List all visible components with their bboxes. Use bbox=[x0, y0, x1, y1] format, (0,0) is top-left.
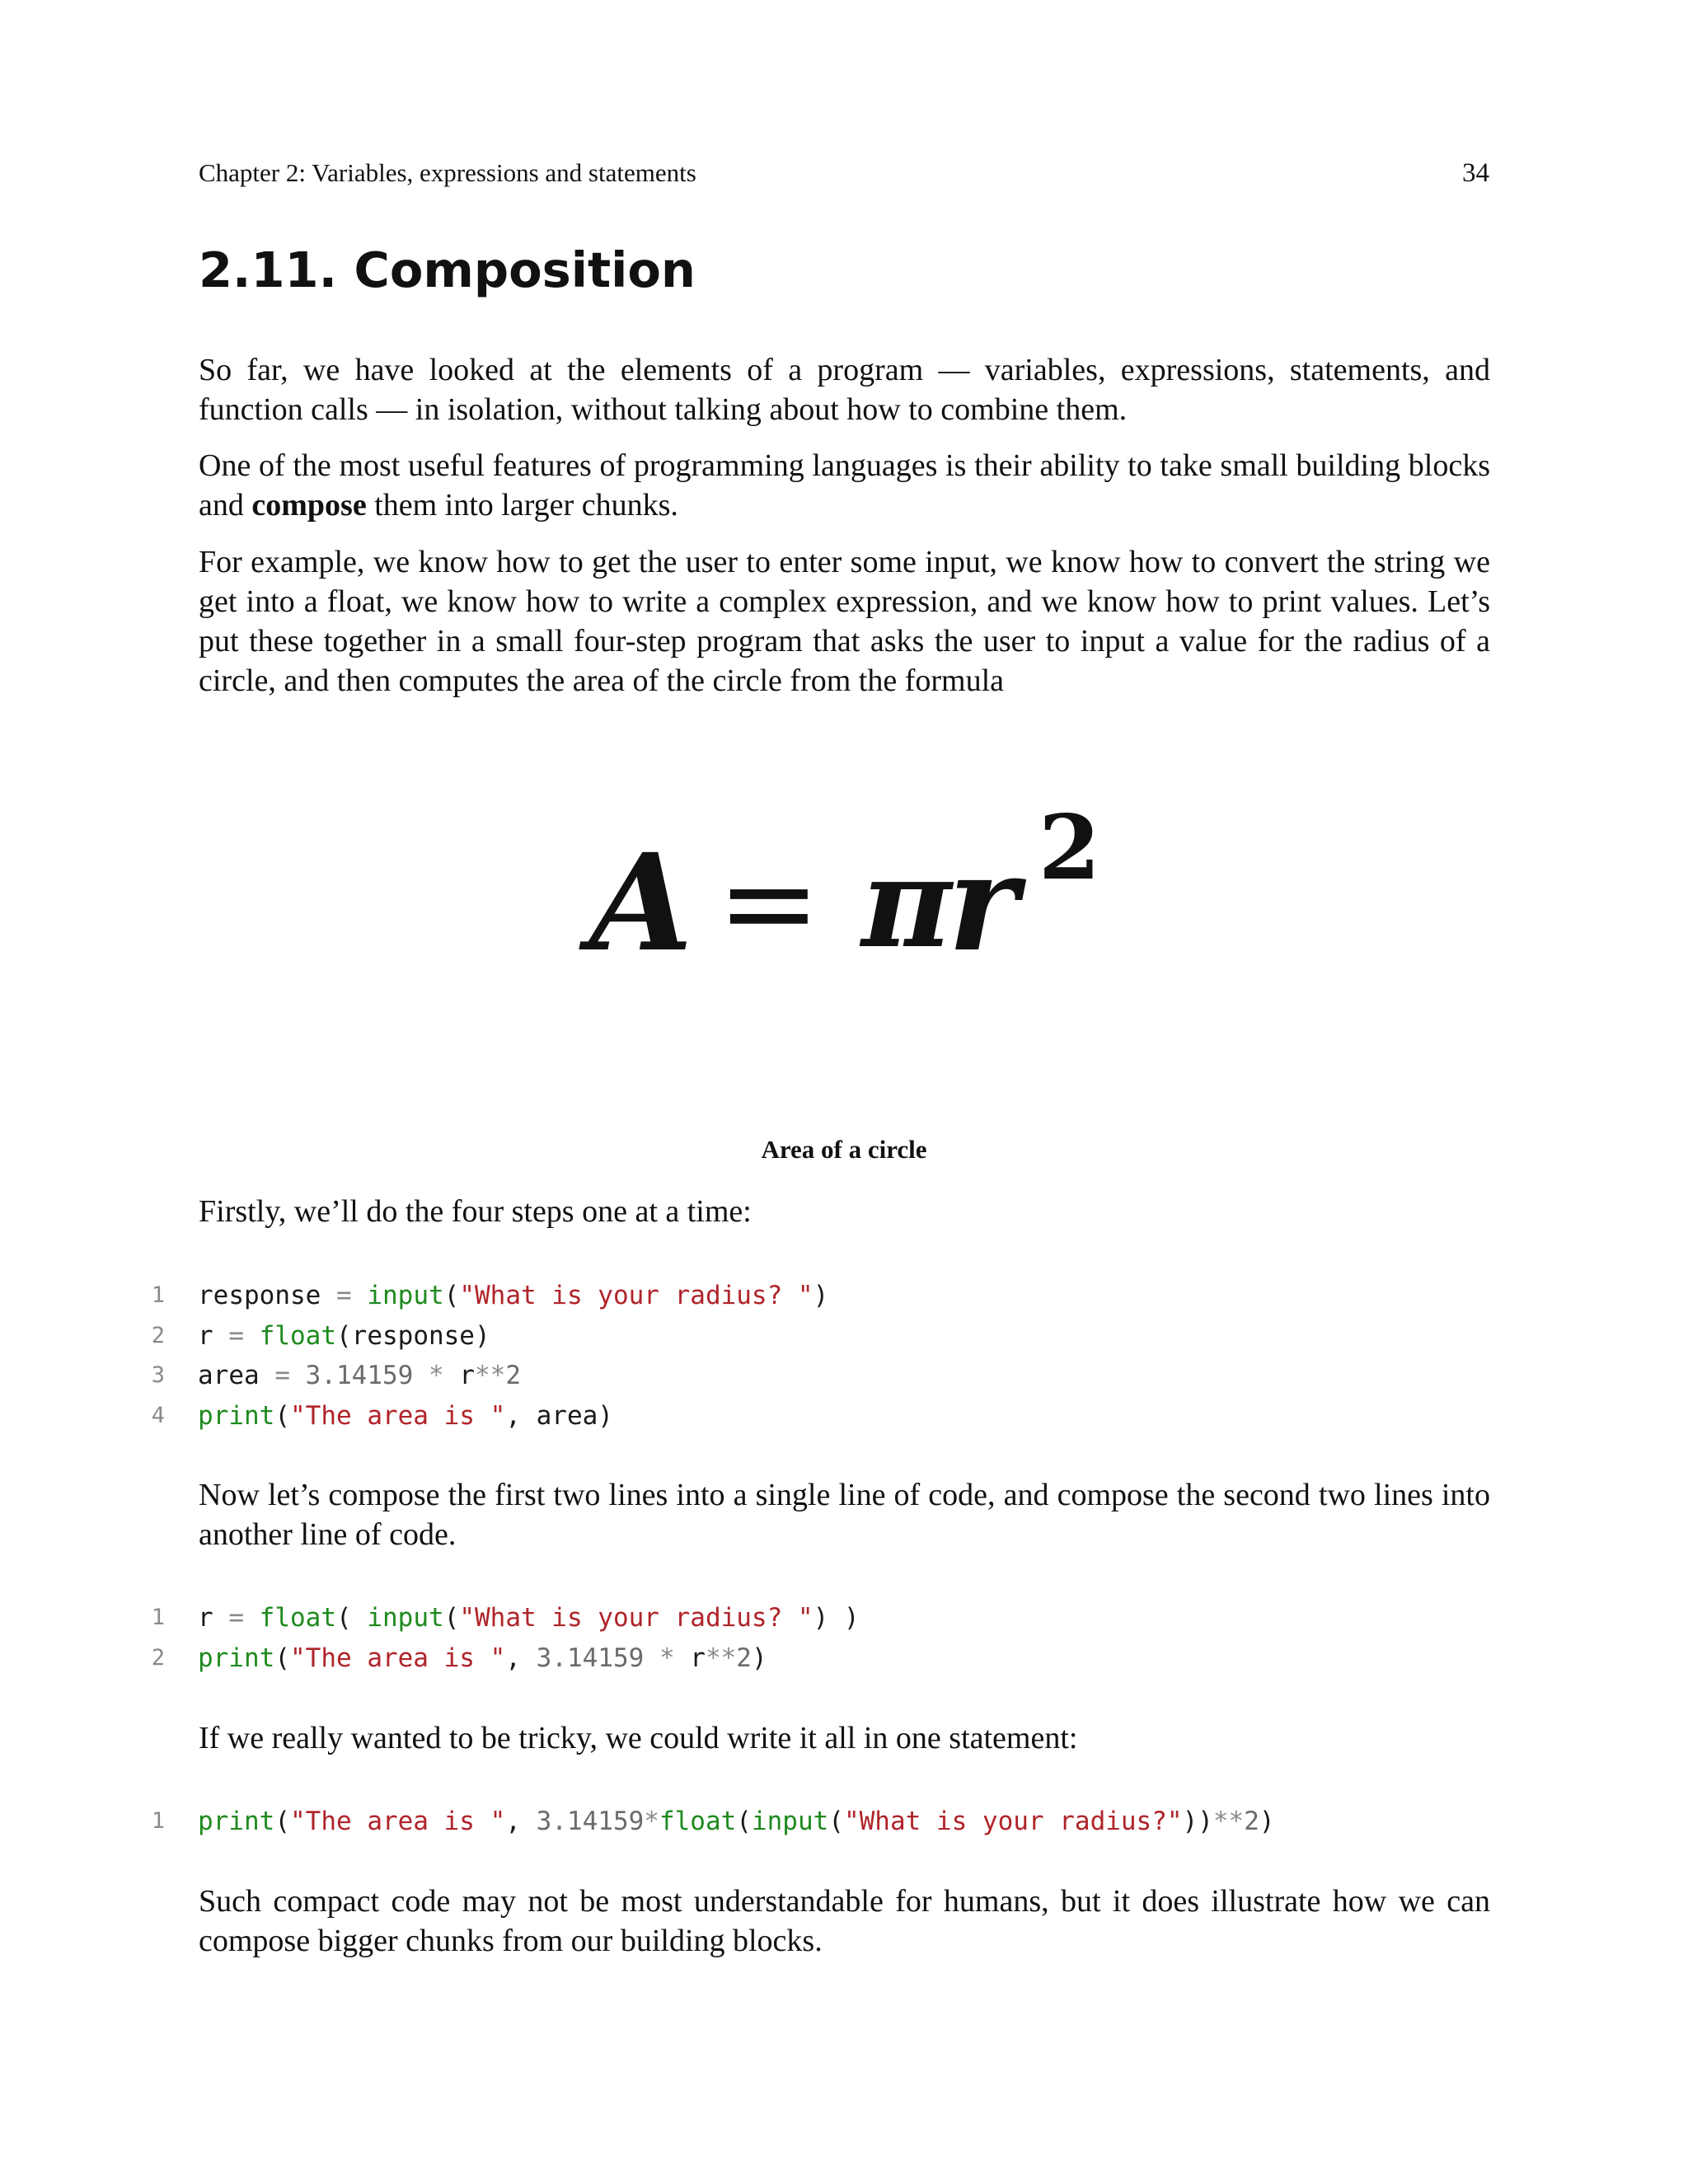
code-token: ( bbox=[274, 1400, 290, 1431]
code-token-string: "What is your radius? " bbox=[459, 1281, 814, 1310]
line-number: 2 bbox=[151, 1322, 165, 1348]
code-token-string: "What is your radius? " bbox=[459, 1603, 814, 1633]
running-header-chapter: Chapter 2: Variables, expressions and statements bbox=[199, 158, 696, 187]
code-text bbox=[198, 1396, 613, 1436]
code-line bbox=[140, 1276, 1492, 1316]
code-text bbox=[198, 1638, 767, 1679]
code-token-operator: ** bbox=[705, 1643, 737, 1673]
section-title: 2.11. Composition bbox=[199, 241, 696, 298]
line-number: 4 bbox=[151, 1402, 165, 1428]
code-token-string: "The area is " bbox=[290, 1400, 506, 1431]
code-block-four-steps bbox=[140, 1276, 1492, 1436]
formula-caption: Area of a circle bbox=[761, 1135, 927, 1164]
code-line bbox=[140, 1356, 1492, 1396]
code-token-builtin: input bbox=[367, 1603, 444, 1633]
code-token-number: 2 bbox=[736, 1643, 752, 1673]
code-token: r bbox=[674, 1643, 706, 1673]
code-token-string: "The area is " bbox=[290, 1643, 506, 1673]
code-token: ( bbox=[443, 1603, 460, 1633]
code-token-operator: * bbox=[429, 1361, 444, 1390]
code-token-number: 2 bbox=[505, 1361, 521, 1390]
formula-equals: = bbox=[717, 832, 821, 975]
code-token-operator: ** bbox=[1212, 1807, 1245, 1836]
formula-var: r bbox=[948, 825, 1019, 982]
code-line bbox=[140, 1598, 1492, 1638]
formula-pi: π bbox=[861, 831, 952, 976]
code-token-operator: * bbox=[659, 1643, 675, 1673]
code-token: ) ) bbox=[813, 1603, 860, 1633]
code-token: ( bbox=[336, 1603, 368, 1633]
code-token: ( bbox=[274, 1807, 290, 1836]
code-token-builtin: print bbox=[198, 1643, 275, 1673]
code-token: (response) bbox=[336, 1320, 490, 1351]
paragraph-conclusion: Such compact code may not be most understandable for humans, but it does illustrate how we can compose bigger chunks from our building blocks. bbox=[199, 1884, 1490, 1958]
code-token-operator: = bbox=[335, 1281, 352, 1310]
code-text bbox=[198, 1802, 1275, 1842]
code-line bbox=[140, 1396, 1492, 1436]
code-token bbox=[644, 1643, 659, 1673]
code-token-number: 3.14159 bbox=[305, 1361, 414, 1390]
code-block-one-statement bbox=[140, 1802, 1492, 1842]
code-token-builtin: input bbox=[367, 1281, 444, 1310]
paragraph-steps-intro: Firstly, we’ll do the four steps one at a time: bbox=[199, 1194, 752, 1229]
code-token: )) bbox=[1182, 1807, 1213, 1836]
paragraph-compose-lines: Now let’s compose the first two lines into a single line of code, and compose the second two lines into another line of code. bbox=[199, 1478, 1490, 1552]
code-text bbox=[198, 1276, 828, 1316]
code-token: area bbox=[198, 1361, 275, 1390]
code-token-string: "The area is " bbox=[290, 1807, 506, 1836]
code-token bbox=[244, 1603, 260, 1633]
code-token: ( bbox=[274, 1643, 290, 1673]
code-text bbox=[198, 1316, 490, 1357]
code-token-number: 3.14159 bbox=[536, 1643, 645, 1673]
line-number: 1 bbox=[151, 1808, 165, 1834]
code-token-operator: = bbox=[228, 1320, 244, 1351]
formula-exponent: 2 bbox=[1039, 796, 1101, 900]
code-token: r bbox=[198, 1320, 229, 1351]
code-token bbox=[244, 1321, 260, 1351]
code-token-operator: = bbox=[228, 1603, 244, 1633]
code-token-builtin: float bbox=[659, 1807, 737, 1836]
code-token bbox=[352, 1281, 368, 1310]
code-token: ( bbox=[736, 1807, 752, 1836]
code-token-builtin: print bbox=[198, 1807, 275, 1836]
code-line bbox=[140, 1802, 1492, 1842]
formula-lhs: A bbox=[589, 825, 693, 982]
code-token: , bbox=[505, 1643, 537, 1673]
code-text bbox=[198, 1356, 521, 1396]
code-token-operator: * bbox=[644, 1807, 659, 1836]
code-token-operator: = bbox=[274, 1361, 290, 1390]
code-token-number: 2 bbox=[1244, 1807, 1259, 1836]
code-token-number: 3.14159 bbox=[536, 1807, 645, 1836]
page-number: 34 bbox=[1462, 158, 1489, 188]
paragraph-example: For example, we know how to get the user to enter some input, we know how to convert the string we get into a float, we know how to write a complex expression, and we know how to print values. Let’s put these together in a small four-step program that asks the user to input a value for the radius of a circle, and then computes the area of the circle from the formula bbox=[199, 545, 1490, 698]
paragraph-compose-part2: them into larger chunks. bbox=[366, 488, 678, 523]
code-block-two-lines bbox=[140, 1598, 1492, 1678]
line-number: 1 bbox=[151, 1605, 165, 1630]
code-line bbox=[140, 1638, 1492, 1679]
code-token-builtin: input bbox=[751, 1807, 829, 1836]
code-token bbox=[413, 1361, 429, 1390]
code-token-builtin: print bbox=[198, 1400, 275, 1431]
code-token-builtin: float bbox=[259, 1320, 336, 1351]
formula-area-of-circle bbox=[577, 796, 1104, 985]
paragraph-intro: So far, we have looked at the elements of a program — variables, expressions, statements, and function calls — in isolation, without talking about how to combine them. bbox=[199, 353, 1490, 427]
code-token: r bbox=[198, 1603, 229, 1633]
code-token: ( bbox=[828, 1807, 844, 1836]
code-token bbox=[290, 1361, 306, 1390]
line-number: 2 bbox=[151, 1644, 165, 1671]
code-token: , bbox=[505, 1807, 537, 1836]
code-token-operator: ** bbox=[475, 1361, 506, 1390]
code-line bbox=[140, 1316, 1492, 1357]
bold-term-compose: compose bbox=[251, 488, 367, 523]
paragraph-tricky: If we really wanted to be tricky, we could write it all in one statement: bbox=[199, 1721, 1078, 1755]
paragraph-compose bbox=[199, 446, 1490, 525]
code-token: ) bbox=[813, 1281, 829, 1310]
code-token: r bbox=[443, 1361, 475, 1390]
code-text bbox=[198, 1598, 860, 1638]
code-token: ( bbox=[443, 1281, 460, 1310]
line-number: 3 bbox=[151, 1362, 165, 1388]
code-token: response bbox=[198, 1281, 336, 1310]
line-number: 1 bbox=[151, 1282, 165, 1308]
paragraph-compose-part1: One of the most useful features of programming languages is their ability to take small building blocks and bbox=[199, 448, 1490, 523]
code-token: , area) bbox=[505, 1400, 613, 1431]
code-token: ) bbox=[751, 1643, 767, 1673]
code-token: ) bbox=[1259, 1807, 1275, 1836]
code-token-string: "What is your radius?" bbox=[843, 1807, 1183, 1836]
code-token-builtin: float bbox=[259, 1603, 336, 1633]
